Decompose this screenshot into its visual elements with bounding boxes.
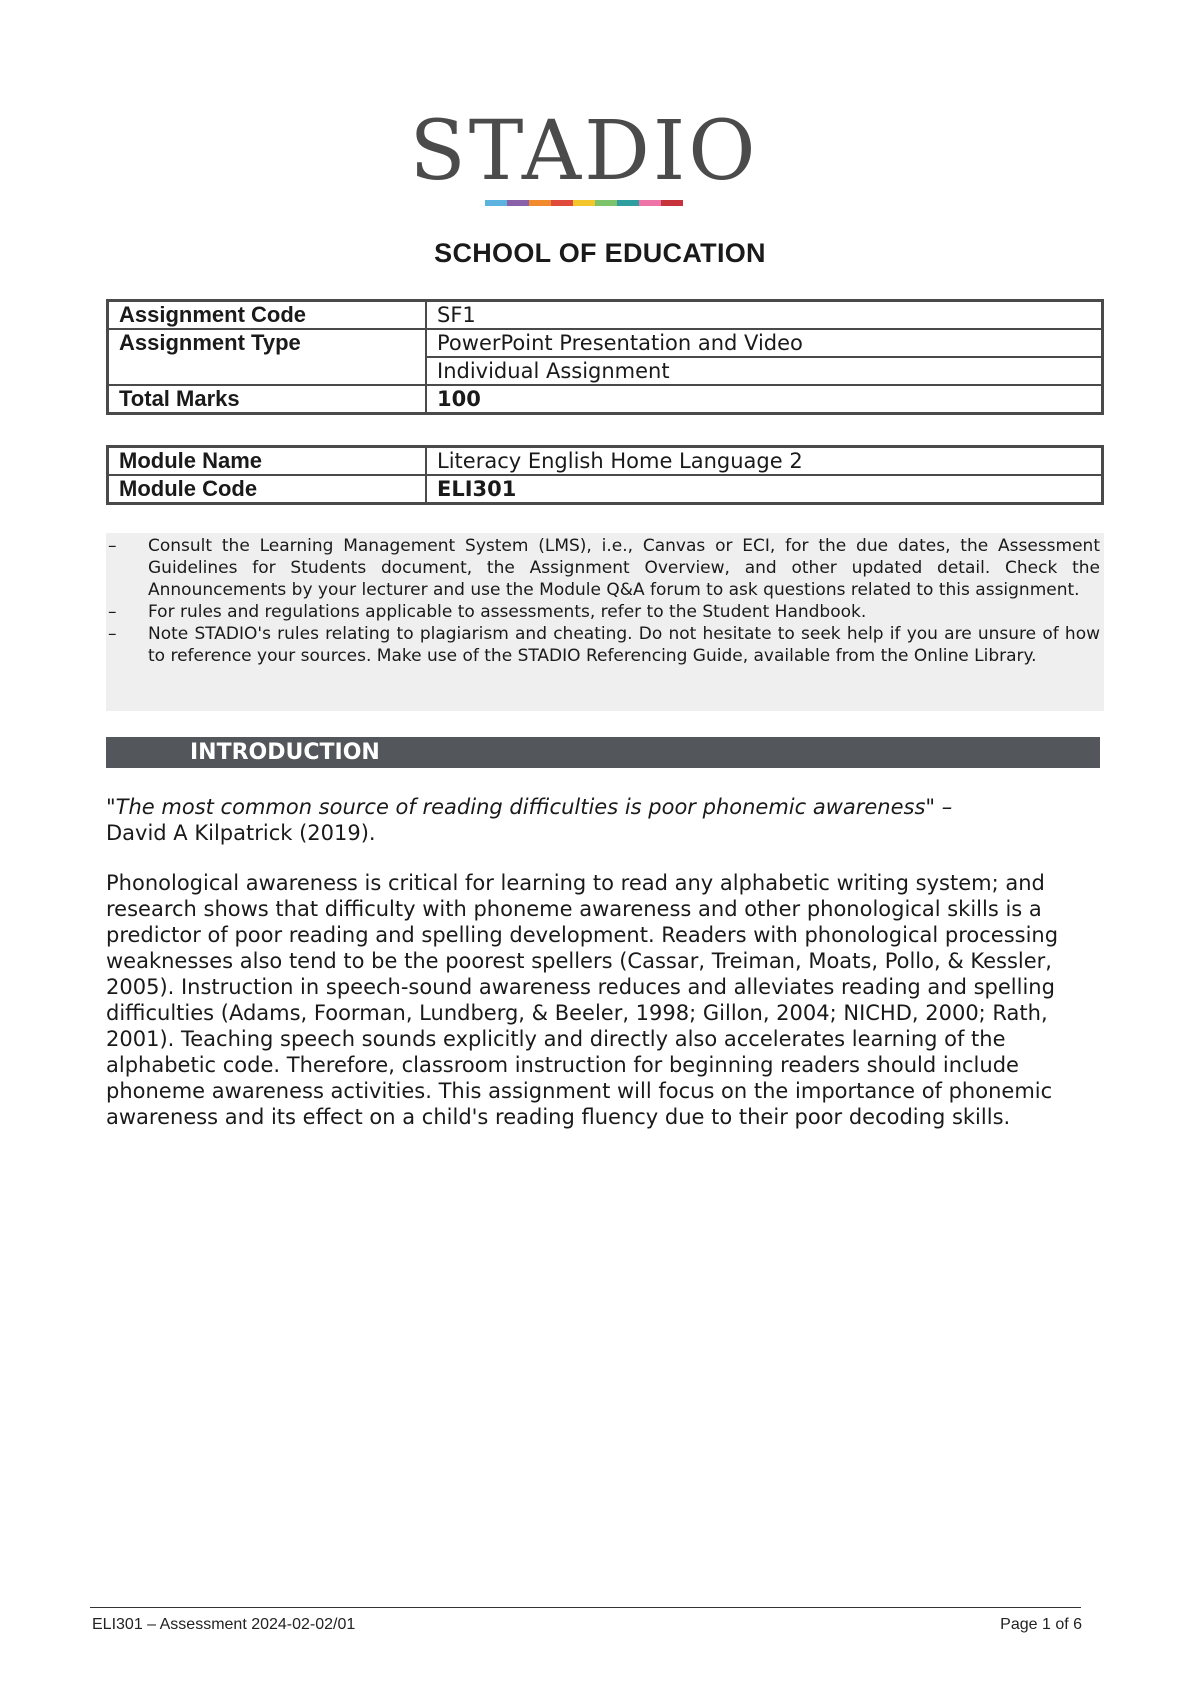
logo-color-segment <box>507 200 529 206</box>
assignment-code-value: SF1 <box>426 301 1103 330</box>
stadio-logo <box>406 104 762 212</box>
assignment-type-label: Assignment Type <box>108 329 427 385</box>
table-row <box>108 475 1103 504</box>
module-code-value: ELI301 <box>426 475 1103 504</box>
dash-bullet: – <box>108 624 117 644</box>
table-row <box>108 447 1103 476</box>
logo-color-segment <box>595 200 617 206</box>
logo-color-segment <box>573 200 595 206</box>
module-info-table <box>106 445 1104 505</box>
logo-color-segment <box>617 200 639 206</box>
logo-color-bar <box>406 200 762 206</box>
table-row <box>108 385 1103 414</box>
intro-quote <box>106 794 1106 846</box>
logo-color-segment <box>485 200 507 206</box>
footer-page-number: Page 1 of 6 <box>1000 1616 1082 1633</box>
module-name-label: Module Name <box>108 447 427 476</box>
assignment-type-value: PowerPoint Presentation and Video <box>426 329 1103 357</box>
assignment-code-label: Assignment Code <box>108 301 427 330</box>
logo-color-segment <box>639 200 661 206</box>
footer-divider <box>90 1607 1081 1608</box>
instruction-text: Consult the Learning Management System (LMS), i.e., Canvas or ECI, for the due dates, the Assessment Guidelines for Students document, the Assignment Overview, and other updated detail. Check the Announcements by your lecturer and use the Module Q&A forum to ask questions related to this assignment. <box>148 536 1100 600</box>
list-item <box>106 535 1100 601</box>
instruction-text: For rules and regulations applicable to assessments, refer to the Student Handbook. <box>148 602 867 622</box>
quote-text: "The most common source of reading difficulties is poor phonemic awareness" – <box>106 795 953 819</box>
instruction-text: Note STADIO's rules relating to plagiarism and cheating. Do not hesitate to seek help if you are unsure of how to reference your sources. Make use of the STADIO Referencing Guide, available from the Online Library. <box>148 624 1100 666</box>
dash-bullet: – <box>108 602 117 622</box>
total-marks-label: Total Marks <box>108 385 427 414</box>
list-item <box>106 601 1100 623</box>
module-name-value: Literacy English Home Language 2 <box>426 447 1103 476</box>
introduction-heading: INTRODUCTION <box>106 737 1100 768</box>
page-title: SCHOOL OF EDUCATION <box>434 238 766 268</box>
instructions-box <box>106 533 1104 711</box>
logo-color-segment <box>529 200 551 206</box>
assignment-info-table <box>106 299 1104 415</box>
footer-document-code: ELI301 – Assessment 2024-02-02/01 <box>92 1616 356 1633</box>
dash-bullet: – <box>108 536 117 556</box>
module-code-label: Module Code <box>108 475 427 504</box>
logo-text: STADIO <box>409 104 759 199</box>
logo-color-segment <box>551 200 573 206</box>
table-row <box>108 329 1103 357</box>
total-marks-value: 100 <box>426 385 1103 414</box>
intro-paragraph: Phonological awareness is critical for learning to read any alphabetic writing system; and research shows that difficulty with phoneme awareness and other phonological skills is a predictor of poor reading and spelling development. Readers with phonological processing weaknesses also tend to be the poorest spellers (Cassar, Treiman, Moats, Pollo, & Kessler, 2005). Instruction in speech-sound awareness reduces and alleviates reading and spelling difficulties (Adams, Foorman, Lundberg, & Beeler, 1998; Gillon, 2004; NICHD, 2000; Rath, 2001). Teaching speech sounds explicitly and directly also accelerates learning of the alphabetic code. Therefore, classroom instruction for beginning readers should include phoneme awareness activities. This assignment will focus on the importance of phonemic awareness and its effect on a child's reading fluency due to their poor decoding skills. <box>106 871 1059 1129</box>
list-item <box>106 623 1100 667</box>
table-row <box>108 301 1103 330</box>
assignment-type-detail: Individual Assignment <box>426 357 1103 385</box>
quote-attribution: David A Kilpatrick (2019). <box>106 821 376 845</box>
logo-color-segment <box>661 200 683 206</box>
